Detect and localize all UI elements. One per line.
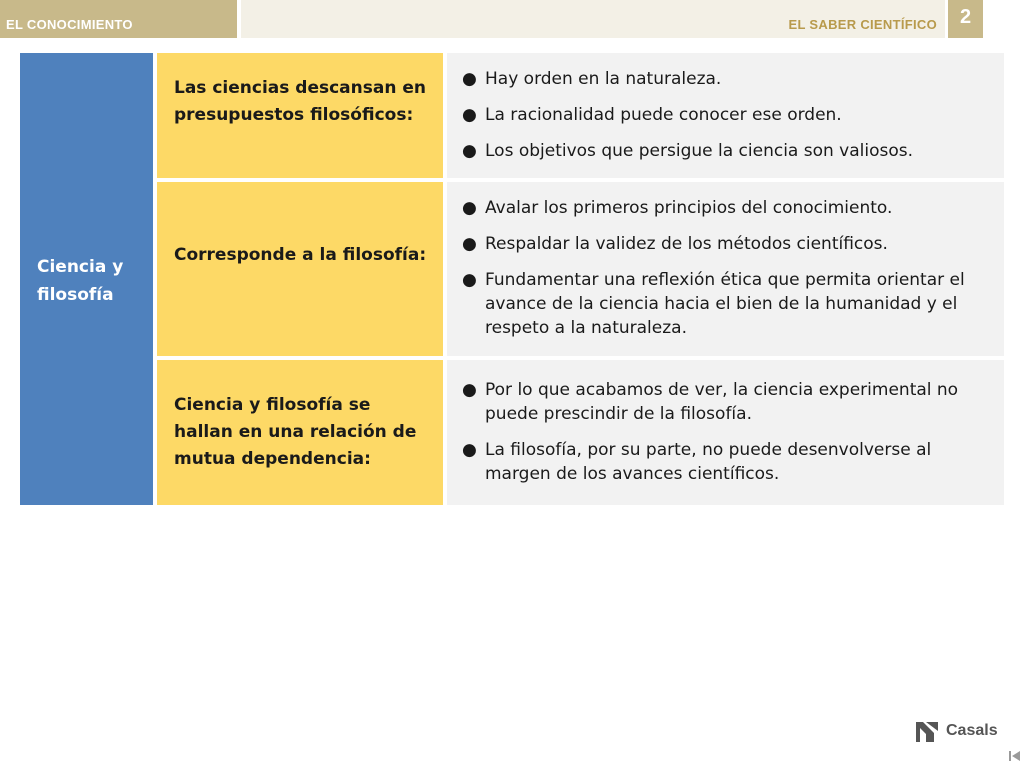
bullet-icon: ●	[462, 270, 477, 290]
row-label-cell	[157, 53, 443, 178]
publisher-name: Casals	[946, 722, 998, 739]
row-description-cell	[447, 182, 1004, 356]
bullet-icon: ●	[462, 380, 477, 400]
row-label: Las ciencias descansan en presupuestos filosóficos:	[174, 78, 427, 125]
publisher-logo	[914, 718, 1004, 746]
list-item	[462, 67, 997, 91]
table-row	[157, 53, 1004, 178]
list-item	[462, 139, 997, 163]
bullet-list	[462, 378, 997, 486]
bullet-text: La filosofía, por su parte, no puede desenvolverse al margen de los avances científicos.	[485, 440, 932, 484]
bullet-text: Respaldar la validez de los métodos científicos.	[485, 234, 888, 254]
list-item	[462, 232, 997, 256]
bullet-text: Avalar los primeros principios del conocimiento.	[485, 198, 893, 218]
bullet-list	[462, 67, 997, 163]
list-item	[462, 196, 997, 220]
subject-cell	[20, 53, 153, 505]
bullet-icon: ●	[462, 198, 477, 218]
topic-title: EL SABER CIENTÍFICO	[788, 17, 937, 32]
row-label: Corresponde a la filosofía:	[174, 245, 427, 265]
list-item	[462, 378, 997, 426]
casals-logo-icon	[914, 718, 940, 744]
subject-label: Ciencia y filosofía	[37, 257, 124, 305]
topic-bar	[241, 0, 945, 38]
bullet-icon: ●	[462, 105, 477, 125]
row-label: Ciencia y filosofía se hallan en una relación de mutua dependencia:	[174, 395, 417, 469]
header-bar	[0, 0, 1024, 38]
bullet-text: Fundamentar una reflexión ética que permita orientar el avance de la ciencia hacia el bien de la humanidad y el respeto a la naturaleza.	[485, 270, 965, 338]
bullet-text: La racionalidad puede conocer ese orden.	[485, 105, 842, 125]
concept-table	[20, 53, 1004, 505]
bullet-icon: ●	[462, 69, 477, 89]
row-label-cell	[157, 182, 443, 356]
section-tab	[0, 0, 237, 38]
row-description-cell	[447, 360, 1004, 505]
unit-number: 2	[959, 6, 972, 28]
bullet-text: Hay orden en la naturaleza.	[485, 69, 722, 89]
row-label-cell	[157, 360, 443, 505]
bullet-list	[462, 196, 997, 340]
section-title: EL CONOCIMIENTO	[6, 17, 133, 32]
row-description-cell	[447, 53, 1004, 178]
skip-back-icon[interactable]	[1008, 748, 1022, 762]
bullet-icon: ●	[462, 141, 477, 161]
list-item	[462, 103, 997, 127]
list-item	[462, 268, 997, 340]
list-item	[462, 438, 997, 486]
bullet-icon: ●	[462, 440, 477, 460]
table-row	[157, 360, 1004, 505]
bullet-text: Los objetivos que persigue la ciencia son valiosos.	[485, 141, 914, 161]
bullet-icon: ●	[462, 234, 477, 254]
table-row	[157, 182, 1004, 356]
bullet-text: Por lo que acabamos de ver, la ciencia experimental no puede prescindir de la filosofía.	[485, 380, 959, 424]
unit-number-badge	[948, 0, 983, 38]
